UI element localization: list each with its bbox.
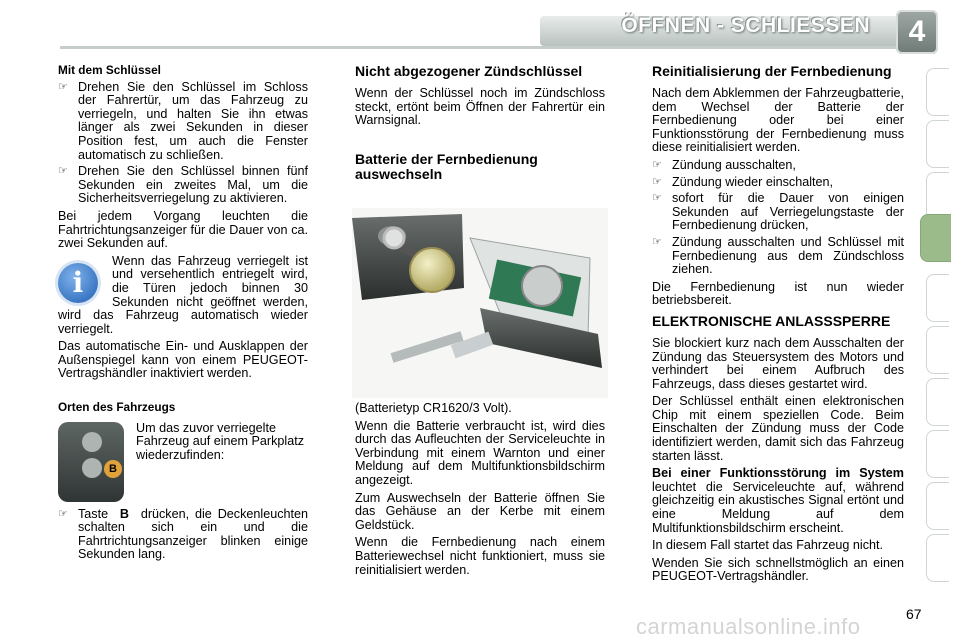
watermark: carmanualsonline.info	[636, 614, 861, 639]
chapter-tab[interactable]	[926, 172, 949, 220]
chapter-tab[interactable]	[926, 274, 949, 322]
column-right	[652, 64, 904, 588]
list-item: ☞ Drehen Sie den Schlüssel binnen fünf Sekunden ein zweites Mal, um die Sicherheitsverriegelung zu aktivieren.	[58, 165, 308, 206]
list-item: ☞ Zündung wieder einschalten,	[652, 176, 904, 190]
locate-text: Um das zuvor verriegelte Fahrzeug auf einem Parkplatz wiederzufinden:	[136, 420, 305, 462]
chapter-number-badge: 4	[896, 10, 938, 54]
bullet-text: drücken, die Deckenleuchten schalten sich ein und die Fahrtrichtungsanzeiger blinken einige Sekunden lang.	[78, 506, 309, 562]
paragraph: Wenn die Fernbedienung nach einem Batteriewechsel nicht funktioniert, muss sie reinitialisiert werden.	[355, 535, 605, 577]
heading-with-key: Mit dem Schlüssel	[58, 63, 161, 77]
remote-key-illustration	[352, 208, 608, 398]
chapter-tab[interactable]	[926, 430, 949, 478]
paragraph: Wenn der Schlüssel noch im Zündschloss steckt, ertönt beim Öffnen der Fahrertür ein Warnsignal.	[355, 86, 605, 128]
paragraph: Sie blockiert kurz nach dem Ausschalten der Zündung das Steuersystem des Motors und verhindert bei einem Aufbruch des Fahrzeugs, dass dieses gestartet wird.	[652, 335, 904, 391]
list-item: ☞ Zündung ausschalten,	[652, 159, 904, 173]
paragraph: Die Fernbedienung ist nun wieder betriebsbereit.	[652, 279, 904, 308]
chapter-tab[interactable]	[926, 378, 949, 426]
chapter-tab[interactable]	[926, 68, 949, 116]
chapter-tab[interactable]	[926, 482, 949, 530]
battery-replacement-photo	[352, 208, 608, 398]
heading-immobilizer: ELEKTRONISCHE ANLASSSPERRE	[652, 312, 891, 329]
list-item: ☞ sofort für die Dauer von einigen Sekunden auf Verriegelungstaste der Fernbedienung drücken,	[652, 192, 904, 233]
bullet-text: Taste	[78, 506, 109, 521]
unlock-button-icon	[82, 458, 102, 478]
list-item	[58, 508, 308, 562]
paragraph: Bei jedem Vorgang leuchten die Fahrtrichtungsanzeiger für die Dauer von ca. zwei Sekunden auf.	[58, 208, 308, 251]
chapter-tab[interactable]	[926, 326, 949, 374]
paragraph: Wenden Sie sich schnellstmöglich an einen PEUGEOT-Vertragshändler.	[652, 555, 904, 584]
column-left	[58, 64, 308, 566]
info-icon: i	[58, 263, 98, 303]
page-number: 67	[906, 606, 922, 622]
page-title: ÖFFNEN - SCHLIESSEN	[621, 14, 870, 37]
heading-reinit-remote: Reinitialisierung der Fernbedienung	[652, 63, 892, 79]
column-middle	[355, 64, 605, 190]
remote-key-icon	[58, 422, 124, 502]
paragraph-rest: leuchtet die Serviceleuchte auf, während gleichzeitig ein akustisches Signal ertönt und eine Meldung auf dem Multifunktionsbildschirm erscheint.	[652, 479, 904, 535]
paragraph: Der Schlüssel enthält einen elektronischen Chip mit einem speziellen Code. Beim Einschalten der Zündung muss der Code identifiziert werden, damit sich das Fahrzeug starten lässt.	[652, 394, 904, 463]
paragraph: Nach dem Abklemmen der Fahrzeugbatterie, dem Wechsel der Batterie der Fernbedienung oder bei einer Funktionsstörung der Fernbedienung muss diese reinitialisiert werden.	[652, 86, 904, 155]
paragraph: Wenn die Batterie verbraucht ist, wird dies durch das Aufleuchten der Serviceleuchte in Verbindung mit einem Warnton und einer Meldung auf dem Multifunktionsbildschirm angezeigt.	[355, 418, 605, 487]
info-note	[58, 255, 308, 337]
reinit-bullets	[652, 159, 904, 277]
chapter-tab-active[interactable]	[920, 214, 951, 262]
page-header	[0, 0, 960, 62]
paragraph: Das automatische Ein- und Ausklappen der Außenspiegel kann von einem PEUGEOT-Vertragshändler inaktiviert werden.	[58, 339, 308, 381]
info-text: Wenn das Fahrzeug verriegelt ist und versehentlich entriegelt wird, die Türen jedoch binnen 30 Sekunden nicht geöffnet werden, wird das Fahrzeug automatisch wieder verriegelt.	[58, 253, 308, 336]
chapter-tab[interactable]	[926, 534, 949, 582]
paragraph	[652, 467, 904, 535]
battery-type: (Batterietyp CR1620/3 Volt).	[355, 401, 512, 415]
chapter-tabs	[926, 68, 960, 608]
locate-block	[58, 422, 308, 508]
column-middle-lower	[355, 402, 605, 581]
chapter-tab[interactable]	[926, 120, 949, 168]
bold-lead: Bei einer Funktionsstörung im System	[652, 466, 904, 481]
header-rule	[60, 46, 920, 49]
button-b-icon: B	[104, 460, 122, 478]
heading-locate-vehicle: Orten des Fahrzeugs	[58, 400, 176, 415]
heading-key-in-ignition: Nicht abgezogener Zündschlüssel	[355, 63, 583, 79]
locate-bullets	[58, 508, 308, 562]
key-b-label: B	[119, 506, 130, 521]
paragraph: Zum Auswechseln der Batterie öffnen Sie das Gehäuse an der Kerbe mit einem Geldstück.	[355, 490, 605, 532]
paragraph: In diesem Fall startet das Fahrzeug nicht.	[652, 538, 883, 553]
list-item: ☞ Zündung ausschalten und Schlüssel mit Fernbedienung aus dem Zündschloss ziehen.	[652, 236, 904, 277]
key-bullets	[58, 81, 308, 206]
list-item: ☞ Drehen Sie den Schlüssel im Schloss der Fahrertür, um das Fahrzeug zu verriegeln, und halten Sie ihn etwas länger als zwei Sekunden in dieser Position fest, um auch die Fenster automatisch zu schließen.	[58, 81, 308, 163]
lock-button-icon	[82, 432, 102, 452]
heading-battery-replace: Batterie der Fernbedienung auswechseln	[355, 150, 538, 182]
